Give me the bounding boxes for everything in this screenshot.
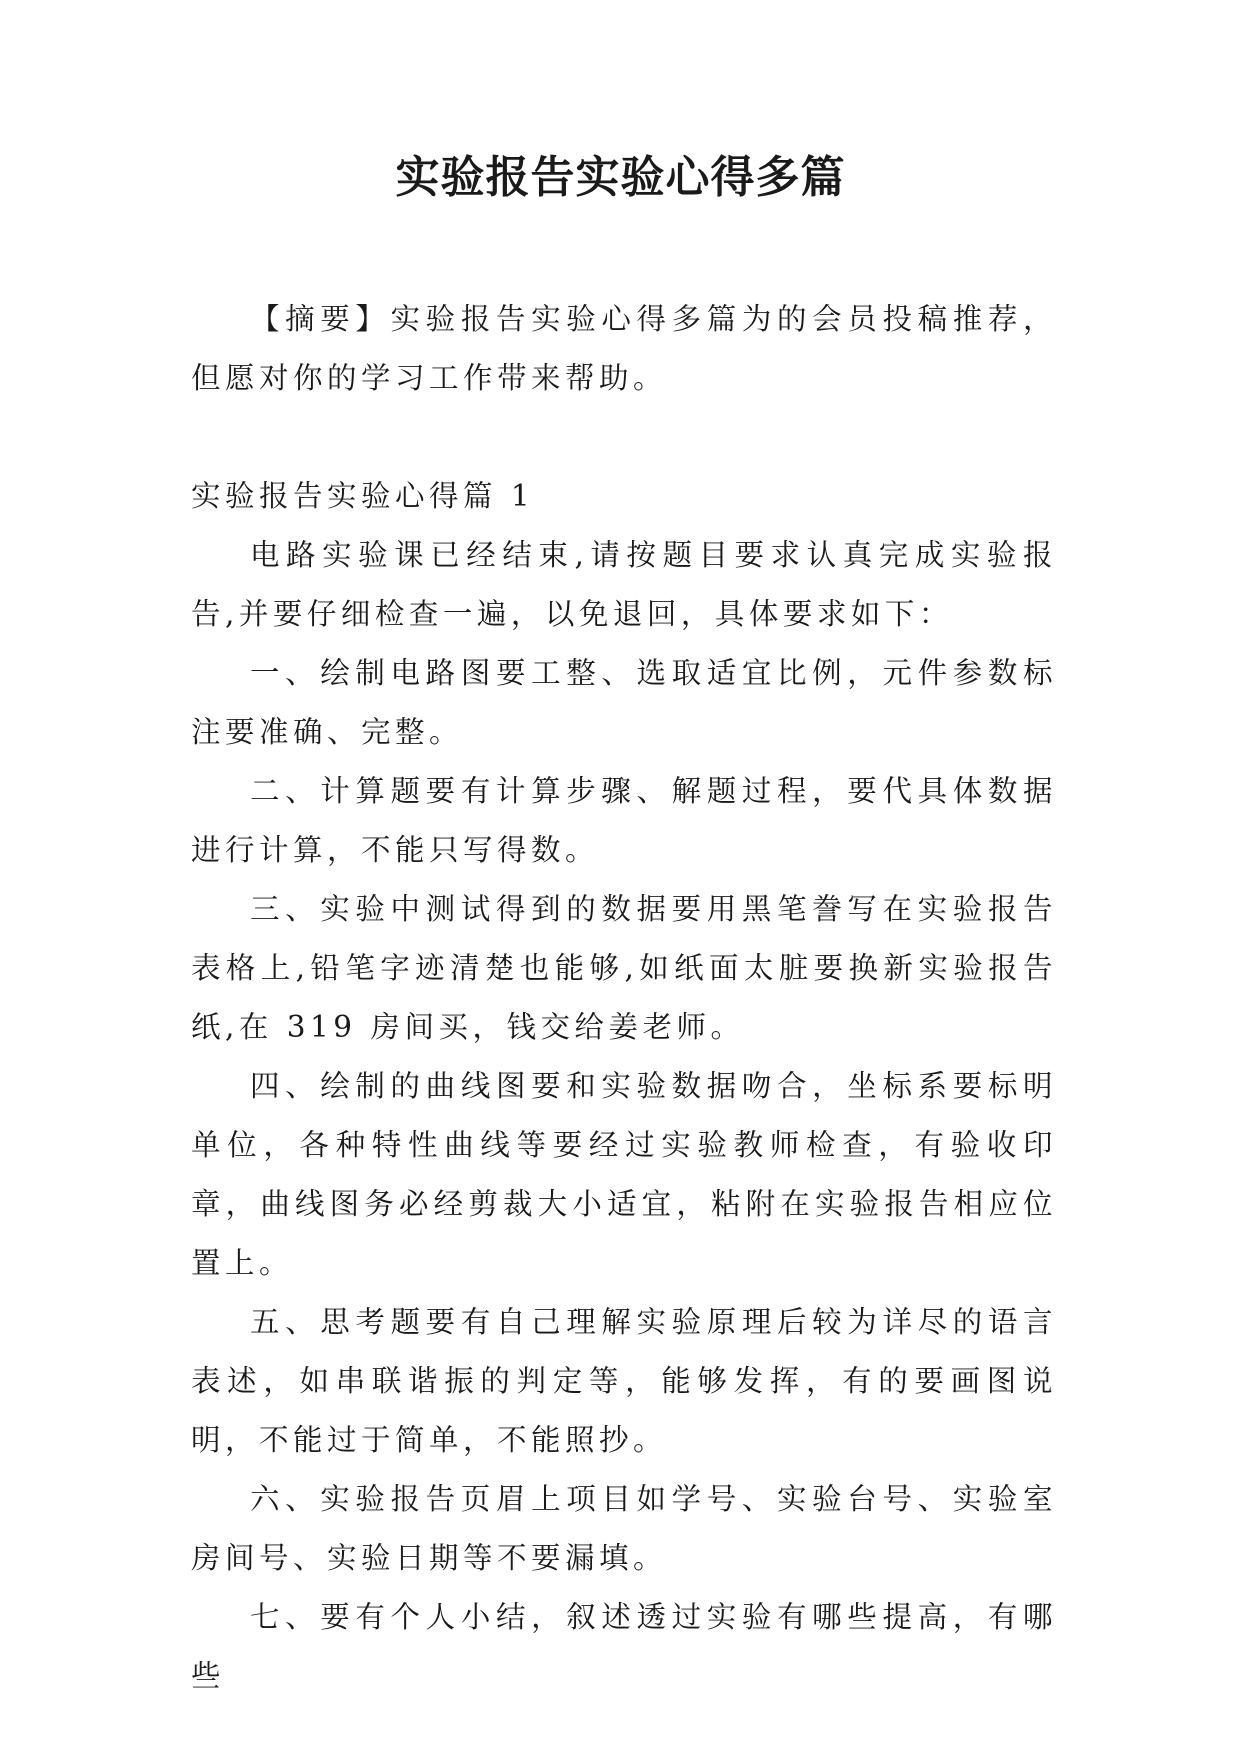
document-body [191, 290, 1057, 1706]
body-paragraph-item-1: 一、绘制电路图要工整、选取适宜比例，元件参数标注要准确、完整。 [191, 656, 1057, 749]
body-paragraph-item-2: 二、计算题要有计算步骤、解题过程，要代具体数据进行计算，不能只写得数。 [191, 774, 1057, 867]
body-paragraph-item-7: 七、要有个人小结，叙述透过实验有哪些提高，有哪些 [191, 1600, 1057, 1693]
section-heading: 实验报告实验心得篇 1 [191, 479, 535, 513]
body-paragraph-intro: 电路实验课已经结束,请按题目要求认真完成实验报告,并要仔细检查一遍，以免退回，具体要求如下： [191, 538, 1057, 631]
body-paragraph-item-5: 五、思考题要有自己理解实验原理后较为详尽的语言表述，如串联谐振的判定等，能够发挥，有的要画图说明，不能过于简单，不能照抄。 [191, 1305, 1057, 1457]
abstract-paragraph: 【摘要】实验报告实验心得多篇为的会员投稿推荐，但愿对你的学习工作带来帮助。 [191, 302, 1057, 395]
paragraph-gap [191, 408, 1057, 467]
body-paragraph-item-4: 四、绘制的曲线图要和实验数据吻合，坐标系要标明单位，各种特性曲线等要经过实验教师检查，有验收印章，曲线图务必经剪裁大小适宜，粘附在实验报告相应位置上。 [191, 1069, 1057, 1280]
body-paragraph-item-3: 三、实验中测试得到的数据要用黑笔誊写在实验报告表格上,铅笔字迹清楚也能够,如纸面太脏要换新实验报告纸,在 319 房间买，钱交给姜老师。 [191, 892, 1057, 1044]
document-title: 实验报告实验心得多篇 [395, 152, 846, 203]
body-paragraph-item-6: 六、实验报告页眉上项目如学号、实验台号、实验室房间号、实验日期等不要漏填。 [191, 1482, 1057, 1575]
